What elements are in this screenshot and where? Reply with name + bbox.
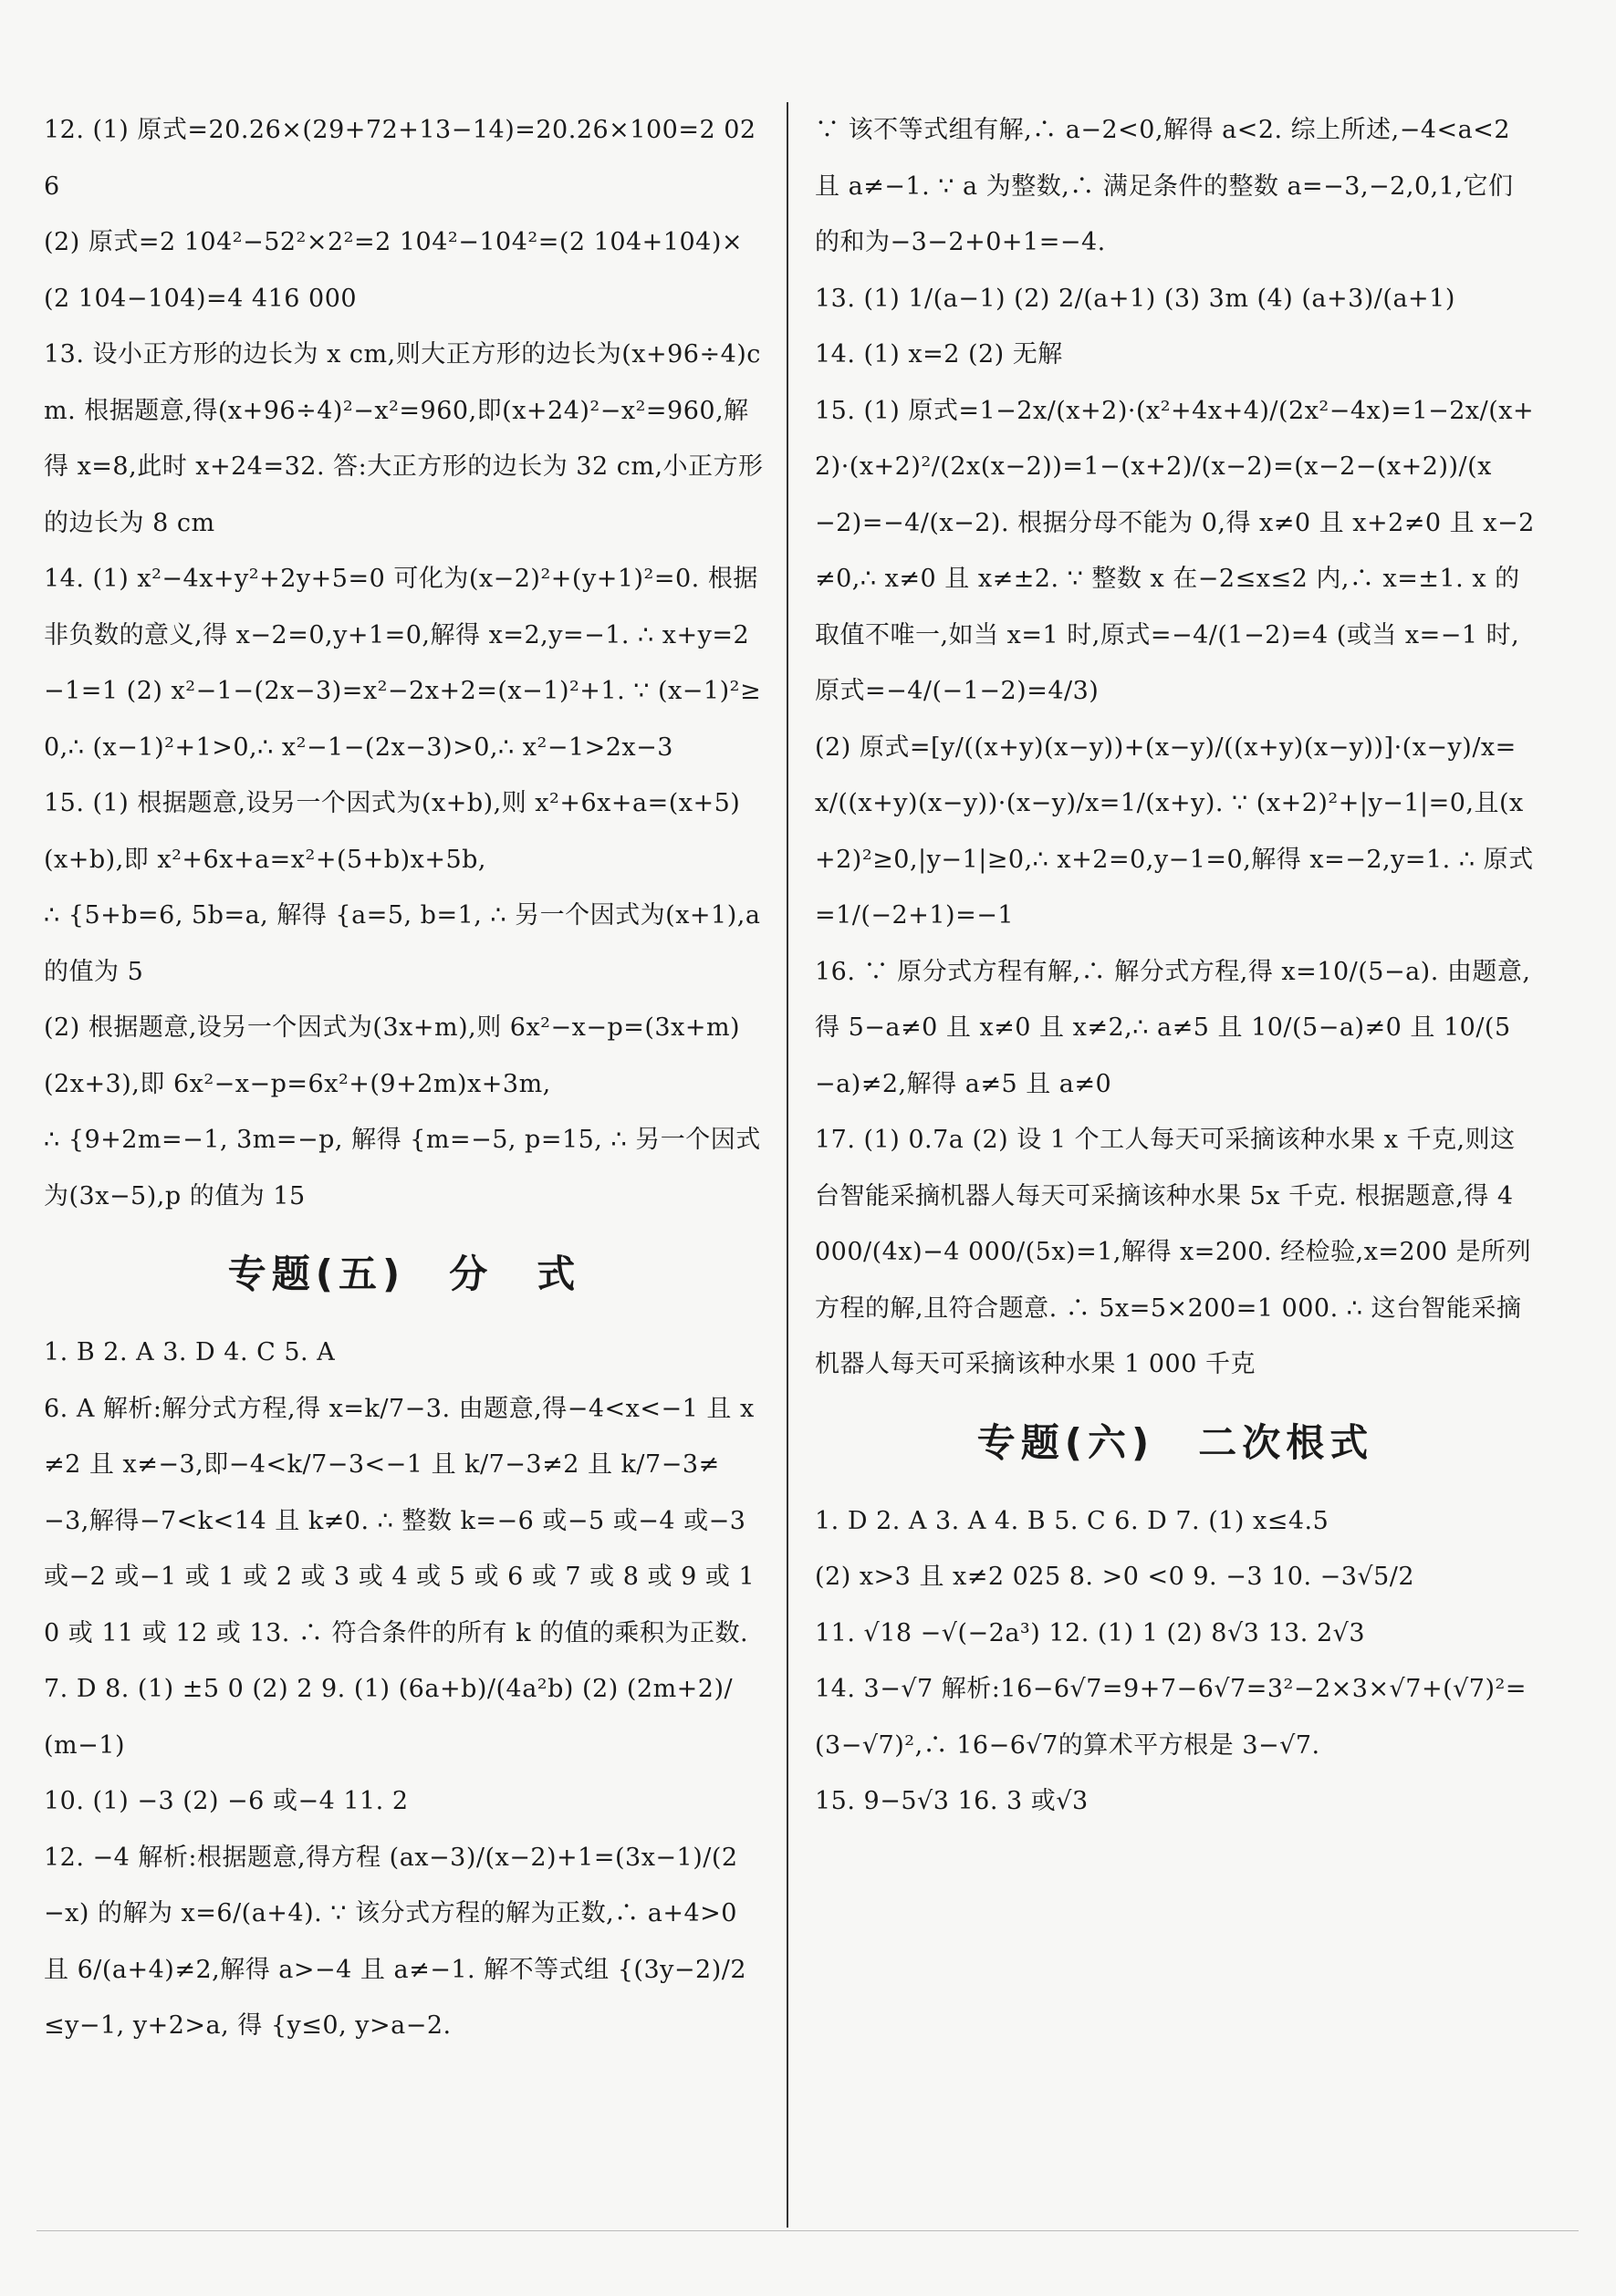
answer-6: 6. A 解析:解分式方程,得 x=k/7−3. 由题意,得−4<x<−1 且 x≠2 且 x≠−3,即−4<k/7−3<−1 且 k/7−3≠2 且 k/7−3≠−3,解得−7<k<14 且 k≠0. ∴ 整数 k=−6 或−5 或−4 或−3 或−2 或−1 或 1 或 2 或 3 或 4 或 5 或 6 或 7 或 8 或 9 或 10 或 11 或 12 或 13. ∴ 符合条件的所有 k 的值的乘积为正数.: [44, 1394, 756, 1647]
left-column: [44, 102, 765, 2054]
answer-14-radical: 14. 3−√7 解析:16−6√7=9+7−6√7=3²−2×3×√7+(√7)²=(3−√7)²,∴ 16−6√7的算术平方根是 3−√7.: [815, 1675, 1527, 1760]
answer-12-fraction: 12. −4 解析:根据题意,得方程 (ax−3)/(x−2)+1=(3x−1)/(2−x) 的解为 x=6/(a+4). ∵ 该分式方程的解为正数,∴ a+4>0 且 6/(a+4)≠2,解得 a>−4 且 a≠−1. 解不等式组 {(3y−2)/2≤y−1, y+2>a, 得 {y≤0, y>a−2.: [44, 1843, 746, 2040]
answer-12-2: (2) 原式=2 104²−52²×2²=2 104²−104²=(2 104+104)×(2 104−104)=4 416 000: [44, 228, 743, 313]
answer-1-7-radical: 1. D 2. A 3. A 4. B 5. C 6. D 7. (1) x≤4.5: [815, 1506, 1329, 1535]
answer-15-2-fraction: (2) 原式=[y/((x+y)(x−y))+(x−y)/((x+y)(x−y))]·(x−y)/x=x/((x+y)(x−y))·(x−y)/x=1/(x+y). ∵ (x+2)²+|y−1|=0,且(x+2)²≥0,|y−1|≥0,∴ x+2=0,y−1=0,解得 x=−2,y=1. ∴ 原式=1/(−2+1)=−1: [815, 732, 1534, 930]
section-heading-6: 专题(六) 二次根式: [976, 1419, 1374, 1465]
bottom-rule: [36, 2230, 1579, 2231]
answer-14: 14. (1) x²−4x+y²+2y+5=0 可化为(x−2)²+(y+1)²=0. 根据非负数的意义,得 x−2=0,y+1=0,解得 x=2,y=−1. ∴ x+y=2−1=1 (2) x²−1−(2x−3)=x²−2x+2=(x−1)²+1. ∵ (x−1)²≥0,∴ (x−1)²+1>0,∴ x²−1−(2x−3)>0,∴ x²−1>2x−3: [44, 565, 762, 762]
answer-15-1: 15. (1) 根据题意,设另一个因式为(x+b),则 x²+6x+a=(x+5)(x+b),即 x²+6x+a=x²+(5+b)x+5b,: [44, 789, 741, 874]
answer-14-fraction: 14. (1) x=2 (2) 无解: [815, 340, 1063, 369]
answer-12: 12. (1) 原式=20.26×(29+72+13−14)=20.26×100=2 026: [44, 116, 756, 201]
answer-15-16-radical: 15. 9−5√3 16. 3 或√3: [815, 1787, 1089, 1815]
answer-1-5: 1. B 2. A 3. D 4. C 5. A: [44, 1338, 336, 1366]
section-heading-5: 专题(五) 分 式: [227, 1252, 581, 1296]
right-column: [815, 102, 1536, 1830]
answer-12-cont: ∵ 该不等式组有解,∴ a−2<0,解得 a<2. 综上所述,−4<a<2 且 a≠−1. ∵ a 为整数,∴ 满足条件的整数 a=−3,−2,0,1,它们的和为−3−2+0+1=−4.: [815, 116, 1514, 256]
column-divider: [787, 102, 788, 2228]
answer-15-2-system: ∴ {9+2m=−1, 3m=−p, 解得 {m=−5, p=15, ∴ 另一个因式为(3x−5),p 的值为 15: [44, 1126, 761, 1210]
answer-15-1-system: ∴ {5+b=6, 5b=a, 解得 {a=5, b=1, ∴ 另一个因式为(x+1),a 的值为 5: [44, 901, 761, 986]
answer-13-fraction: 13. (1) 1/(a−1) (2) 2/(a+1) (3) 3m (4) (a+3)/(a+1): [815, 284, 1455, 313]
answer-7-10-radical: (2) x>3 且 x≠2 025 8. >0 <0 9. −3 10. −3√5/2: [815, 1563, 1415, 1591]
answer-13: 13. 设小正方形的边长为 x cm,则大正方形的边长为(x+96÷4)cm. 根据题意,得(x+96÷4)²−x²=960,即(x+24)²−x²=960,解得 x=8,此时 x+24=32. 答:大正方形的边长为 32 cm,小正方形的边长为 8 cm: [44, 340, 764, 537]
answer-15-1-fraction: 15. (1) 原式=1−2x/(x+2)·(x²+4x+4)/(2x²−4x)=1−2x/(x+2)·(x+2)²/(2x(x−2))=1−(x+2)/(x−2)=(x−2−(x+2))/(x−2)=−4/(x−2). 根据分母不能为 0,得 x≠0 且 x+2≠0 且 x−2≠0,∴ x≠0 且 x≠±2. ∵ 整数 x 在−2≤x≤2 内,∴ x=±1. x 的取值不唯一,如当 x=1 时,原式=−4/(1−2)=4 (或当 x=−1 时,原式=−4/(−1−2)=4/3): [815, 396, 1535, 705]
answer-16-fraction: 16. ∵ 原分式方程有解,∴ 解分式方程,得 x=10/(5−a). 由题意,得 5−a≠0 且 x≠0 且 x≠2,∴ a≠5 且 10/(5−a)≠0 且 10/(5−a)≠2,解得 a≠5 且 a≠0: [815, 957, 1531, 1098]
answer-10-11: 10. (1) −3 (2) −6 或−4 11. 2: [44, 1787, 409, 1815]
answer-11-13-radical: 11. √18 −√(−2a³) 12. (1) 1 (2) 8√3 13. 2√3: [815, 1618, 1366, 1647]
answer-7-9: 7. D 8. (1) ±5 0 (2) 2 9. (1) (6a+b)/(4a²b) (2) (2m+2)/(m−1): [44, 1675, 734, 1760]
answer-17-fraction: 17. (1) 0.7a (2) 设 1 个工人每天可采摘该种水果 x 千克,则这台智能采摘机器人每天可采摘该种水果 5x 千克. 根据题意,得 4 000/(4x)−4 000/(5x)=1,解得 x=200. 经检验,x=200 是所列方程的解,且符合题意. ∴ 5x=5×200=1 000. ∴ 这台智能采摘机器人每天可采摘该种水果 1 000 千克: [815, 1126, 1532, 1378]
answer-15-2: (2) 根据题意,设另一个因式为(3x+m),则 6x²−x−p=(3x+m)(2x+3),即 6x²−x−p=6x²+(9+2m)x+3m,: [44, 1013, 741, 1098]
